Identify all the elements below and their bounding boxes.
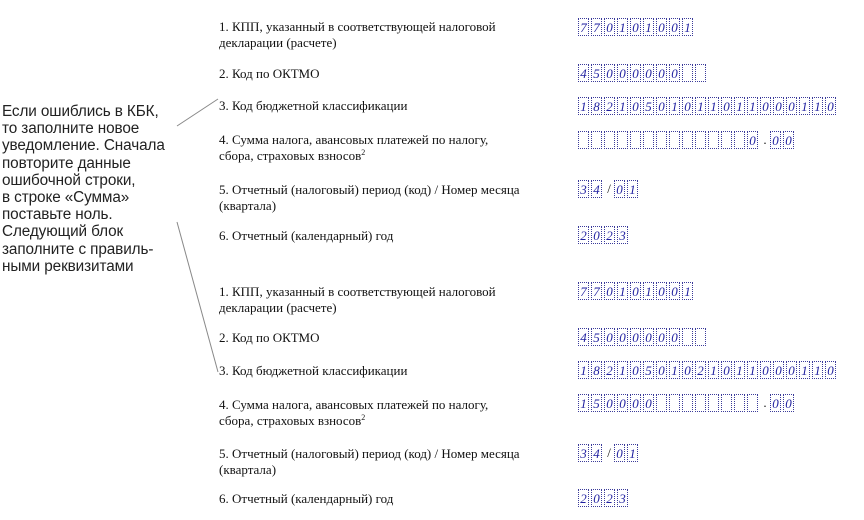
char-cell (643, 131, 654, 149)
sum-decimal-sep: . (763, 395, 767, 410)
kpp-label: 1. КПП, указанный в соответствующей налоговой декларации (расчете) (219, 284, 496, 315)
char-cell: 2 (695, 361, 706, 379)
char-cell: 1 (812, 361, 823, 379)
char-cell: 1 (669, 361, 680, 379)
char-cell: 4 (578, 64, 589, 82)
char-cell (682, 64, 693, 82)
char-cell: 0 (682, 97, 693, 115)
char-cell: 1 (812, 97, 823, 115)
period-code-cells (578, 444, 604, 462)
char-cell (721, 394, 732, 412)
char-cell (630, 131, 641, 149)
char-cell: 0 (591, 489, 602, 507)
sum-label (219, 132, 488, 164)
char-cell: 5 (591, 64, 602, 82)
leader-line-bottom (177, 222, 218, 372)
kbk-cells (578, 361, 838, 379)
year-label: 6. Отчетный (календарный) год (219, 228, 394, 243)
char-cell: 0 (773, 97, 784, 115)
char-cell: 4 (591, 180, 602, 198)
sum-label-text: 4. Сумма налога, авансовых платежей по налогу, сбора, страховых взносов (219, 132, 489, 163)
char-cell: 0 (656, 328, 667, 346)
oktmo-label: 2. Код по ОКТМО (219, 330, 320, 345)
sum-int-cells (578, 131, 760, 149)
char-cell: 0 (614, 180, 625, 198)
char-cell: 4 (578, 328, 589, 346)
sum-decimal-sep: . (763, 132, 767, 147)
char-cell (669, 394, 680, 412)
char-cell: 3 (617, 226, 628, 244)
char-cell: 0 (630, 64, 641, 82)
char-cell: 2 (604, 361, 615, 379)
year-cells (578, 489, 630, 507)
period-code-cells (578, 180, 604, 198)
char-cell: 1 (617, 97, 628, 115)
char-cell: 3 (578, 444, 589, 462)
kbk-correction-note: Если ошиблись в КБК, то заполните новое уведомление. Сначала повторите данные ошибочной строки, в строке «Сумма» поставьте ноль. Следующий блок заполните с правиль- ными реквизитами (2, 103, 165, 275)
char-cell: 0 (617, 328, 628, 346)
char-cell: 1 (669, 97, 680, 115)
sum-int-cells (578, 394, 760, 412)
char-cell: 0 (786, 97, 797, 115)
period-label: 5. Отчетный (налоговый) период (код) / Номер месяца (квартала) (219, 446, 520, 477)
char-cell: 0 (656, 361, 667, 379)
oktmo-cells (578, 64, 708, 82)
year-label: 6. Отчетный (календарный) год (219, 491, 394, 506)
period-sep: / (607, 181, 611, 196)
char-cell: 7 (578, 282, 589, 300)
char-cell: 0 (656, 18, 667, 36)
char-cell: 1 (578, 97, 589, 115)
char-cell: 1 (708, 97, 719, 115)
kbk-cells (578, 97, 838, 115)
char-cell: 0 (630, 97, 641, 115)
char-cell: 0 (760, 361, 771, 379)
char-cell (578, 131, 589, 149)
char-cell: 1 (734, 361, 745, 379)
char-cell: 0 (630, 394, 641, 412)
char-cell: 0 (656, 282, 667, 300)
char-cell: 3 (617, 489, 628, 507)
char-cell: 1 (578, 394, 589, 412)
char-cell: 0 (747, 131, 758, 149)
char-cell: 0 (786, 361, 797, 379)
period-cells (578, 444, 640, 462)
char-cell (682, 328, 693, 346)
kbk-label: 3. Код бюджетной классификации (219, 98, 408, 113)
char-cell: 2 (604, 226, 615, 244)
char-cell: 0 (669, 18, 680, 36)
char-cell: 1 (578, 361, 589, 379)
period-num-cells (614, 180, 640, 198)
char-cell: 5 (643, 361, 654, 379)
char-cell (656, 394, 667, 412)
kpp-label: 1. КПП, указанный в соответствующей налоговой декларации (расчете) (219, 19, 496, 50)
kbk-label: 3. Код бюджетной классификации (219, 363, 408, 378)
char-cell: 1 (682, 18, 693, 36)
char-cell: 1 (627, 180, 638, 198)
year-cells (578, 226, 630, 244)
char-cell: 1 (627, 444, 638, 462)
char-cell: 7 (591, 18, 602, 36)
char-cell: 0 (630, 328, 641, 346)
char-cell: 1 (747, 97, 758, 115)
char-cell (708, 394, 719, 412)
oktmo-cells (578, 328, 708, 346)
char-cell: 0 (630, 361, 641, 379)
char-cell: 1 (734, 97, 745, 115)
leader-line-top (177, 99, 218, 126)
oktmo-label: 2. Код по ОКТМО (219, 66, 320, 81)
char-cell: 0 (604, 394, 615, 412)
char-cell: 0 (617, 394, 628, 412)
char-cell: 0 (760, 97, 771, 115)
char-cell (669, 131, 680, 149)
sum-label-text: 4. Сумма налога, авансовых платежей по налогу, сбора, страховых взносов (219, 397, 489, 428)
sum-frac-cells (770, 131, 796, 149)
period-label: 5. Отчетный (налоговый) период (код) / Номер месяца (квартала) (219, 182, 520, 213)
char-cell: 0 (773, 361, 784, 379)
char-cell: 1 (799, 97, 810, 115)
char-cell: 0 (643, 394, 654, 412)
char-cell: 2 (604, 489, 615, 507)
char-cell: 0 (591, 226, 602, 244)
kpp-cells (578, 282, 695, 300)
period-sep: / (607, 445, 611, 460)
char-cell (604, 131, 615, 149)
period-cells (578, 180, 640, 198)
char-cell (682, 131, 693, 149)
char-cell: 0 (630, 18, 641, 36)
sum-cells (578, 131, 796, 149)
char-cell (695, 328, 706, 346)
char-cell: 0 (617, 64, 628, 82)
char-cell: 8 (591, 361, 602, 379)
char-cell: 0 (656, 97, 667, 115)
char-cell (747, 394, 758, 412)
char-cell: 1 (695, 97, 706, 115)
char-cell (591, 131, 602, 149)
char-cell: 5 (591, 328, 602, 346)
char-cell: 0 (783, 131, 794, 149)
char-cell: 2 (578, 489, 589, 507)
char-cell (695, 394, 706, 412)
char-cell: 0 (604, 328, 615, 346)
char-cell: 0 (825, 97, 836, 115)
char-cell: 1 (617, 18, 628, 36)
char-cell: 2 (604, 97, 615, 115)
char-cell: 5 (643, 97, 654, 115)
char-cell: 0 (770, 394, 781, 412)
char-cell (695, 64, 706, 82)
char-cell: 0 (643, 328, 654, 346)
char-cell: 2 (578, 226, 589, 244)
char-cell (617, 131, 628, 149)
char-cell: 1 (708, 361, 719, 379)
char-cell: 0 (614, 444, 625, 462)
char-cell: 3 (578, 180, 589, 198)
char-cell: 1 (617, 361, 628, 379)
char-cell (734, 394, 745, 412)
char-cell: 1 (799, 361, 810, 379)
sum-footnote: 2 (361, 148, 366, 157)
char-cell: 0 (604, 64, 615, 82)
char-cell: 4 (591, 444, 602, 462)
char-cell: 0 (643, 64, 654, 82)
char-cell (656, 131, 667, 149)
char-cell: 0 (604, 18, 615, 36)
char-cell: 1 (747, 361, 758, 379)
sum-frac-cells (770, 394, 796, 412)
char-cell: 0 (630, 282, 641, 300)
char-cell: 0 (669, 282, 680, 300)
char-cell: 8 (591, 97, 602, 115)
char-cell: 7 (591, 282, 602, 300)
char-cell: 1 (643, 18, 654, 36)
char-cell: 0 (604, 282, 615, 300)
sum-footnote: 2 (361, 413, 366, 422)
char-cell: 0 (669, 328, 680, 346)
char-cell (708, 131, 719, 149)
char-cell: 0 (783, 394, 794, 412)
sum-label (219, 397, 488, 429)
char-cell: 0 (825, 361, 836, 379)
period-num-cells (614, 444, 640, 462)
char-cell: 1 (617, 282, 628, 300)
char-cell: 0 (770, 131, 781, 149)
char-cell: 0 (682, 361, 693, 379)
char-cell: 1 (682, 282, 693, 300)
char-cell: 0 (656, 64, 667, 82)
char-cell: 1 (643, 282, 654, 300)
char-cell (721, 131, 732, 149)
char-cell (734, 131, 745, 149)
char-cell: 0 (721, 361, 732, 379)
char-cell: 0 (669, 64, 680, 82)
char-cell: 7 (578, 18, 589, 36)
char-cell (695, 131, 706, 149)
char-cell: 0 (721, 97, 732, 115)
kpp-cells (578, 18, 695, 36)
sum-cells (578, 394, 796, 412)
char-cell: 5 (591, 394, 602, 412)
char-cell (682, 394, 693, 412)
